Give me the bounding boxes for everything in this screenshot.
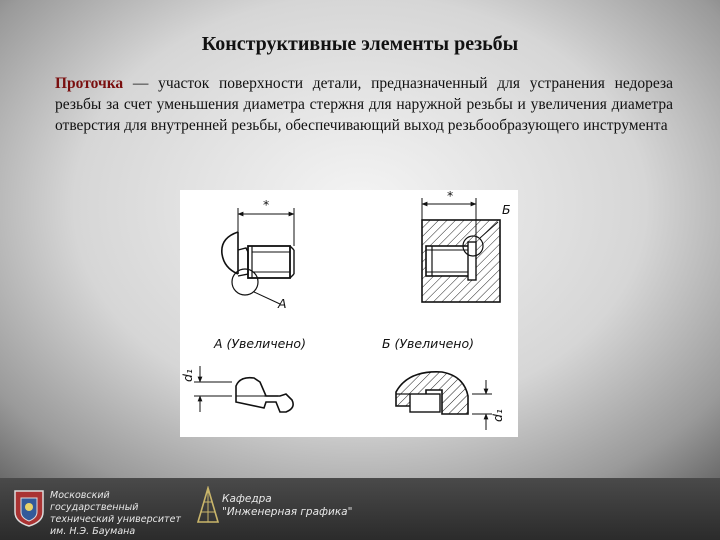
- callout-label-a: A: [278, 296, 287, 311]
- detail-b-enlarged: [396, 372, 492, 430]
- dim-star-right: *: [447, 190, 454, 203]
- university-line-3: им. Н.Э. Баумана: [50, 526, 136, 537]
- department-line-1: Кафедра: [222, 493, 272, 505]
- definition-text: — участок поверхности детали, предназначенный для устранения недореза резьбы за счет уменьшения диаметра стержня для наружной резьбы и увеличения диаметра отверстия для внутренней резьбы, обеспечивающий выход резьбообразующего инструмента: [55, 75, 673, 134]
- definition-paragraph: [55, 73, 673, 136]
- department-name: [222, 493, 372, 519]
- dim-d-right: d₁: [490, 409, 505, 422]
- external-thread-view: [222, 208, 294, 304]
- university-line-1: Московский государственный: [50, 490, 139, 513]
- callout-label-b: Б: [502, 202, 511, 217]
- dim-star-left: *: [263, 197, 270, 212]
- caption-a: А (Увеличено): [214, 336, 306, 351]
- slide-title: Конструктивные элементы резьбы: [201, 33, 519, 55]
- caption-b: Б (Увеличено): [382, 336, 474, 351]
- drawing-svg: [180, 190, 518, 437]
- detail-a-enlarged: [194, 366, 293, 412]
- university-name: [50, 490, 190, 538]
- department-logo: [194, 486, 222, 526]
- internal-thread-view: [422, 198, 500, 302]
- university-crest-logo: [12, 488, 46, 528]
- term-protochka: Проточка: [55, 75, 124, 92]
- department-line-2: "Инженерная графика": [222, 506, 353, 518]
- dim-d-left: d₁: [180, 369, 195, 382]
- thread-undercut-drawing: [180, 190, 518, 437]
- university-line-2: технический университет: [50, 514, 181, 525]
